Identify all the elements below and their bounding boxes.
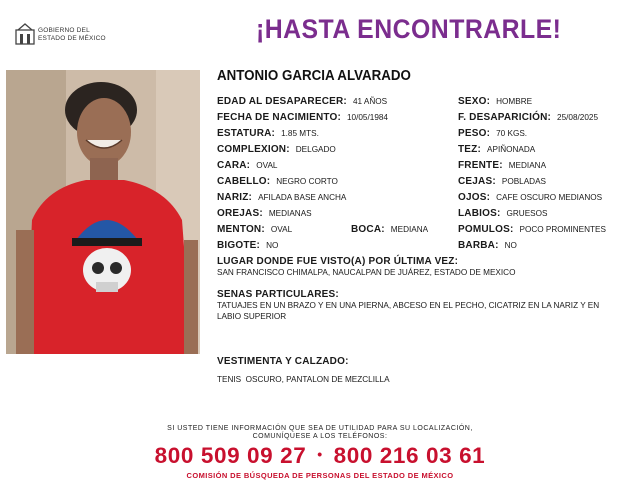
- edad-value: 41 AÑOS: [352, 97, 388, 106]
- field-labios: [458, 208, 547, 219]
- last-seen-value: SAN FRANCISCO CHIMALPA, NAUCALPAN DE JUÁREZ, ESTADO DE MEXICO: [217, 268, 516, 277]
- nacimiento-label: FECHA DE NACIMIENTO:: [217, 112, 341, 123]
- frente-value: MEDIANA: [508, 161, 547, 170]
- gov-line-2: ESTADO DE MÉXICO: [38, 34, 106, 42]
- missing-person-photo: [6, 70, 200, 354]
- ojos-value: CAFE OSCURO MEDIANOS: [496, 193, 603, 202]
- field-barba: [458, 240, 517, 251]
- field-orejas: [217, 208, 312, 219]
- field-frente: [458, 160, 546, 171]
- field-ojos: [458, 192, 602, 203]
- sexo-label: SEXO:: [458, 96, 491, 107]
- marks-label: SENAS PARTICULARES:: [217, 289, 339, 300]
- barba-value: NO: [504, 241, 517, 250]
- clothing-label: VESTIMENTA Y CALZADO:: [217, 356, 349, 367]
- edad-label: EDAD AL DESAPARECER:: [217, 96, 347, 107]
- gov-line-1: GOBIERNO DEL: [38, 27, 90, 34]
- orejas-label: OREJAS:: [217, 208, 263, 219]
- tez-value: APIÑONADA: [487, 145, 536, 154]
- bigote-label: BIGOTE:: [217, 240, 261, 251]
- labios-label: LABIOS:: [458, 208, 501, 219]
- field-menton: [217, 224, 292, 235]
- field-tez: [458, 144, 535, 155]
- field-complexion: [217, 144, 336, 155]
- nacimiento-value: 10/05/1984: [347, 113, 388, 122]
- frente-label: FRENTE:: [458, 160, 503, 171]
- menton-label: MENTON:: [217, 224, 265, 235]
- tez-label: TEZ:: [458, 144, 482, 155]
- bigote-value: NO: [266, 241, 279, 250]
- cara-label: CARA:: [217, 160, 251, 171]
- clothing-value: TENIS OSCURO, PANTALON DE MEZCLILLA: [217, 375, 390, 384]
- phone-2[interactable]: 800 216 03 61: [333, 443, 486, 468]
- phone-numbers: [0, 443, 640, 469]
- barba-label: BARBA:: [458, 240, 499, 251]
- peso-label: PESO:: [458, 128, 491, 139]
- field-cabello: [217, 176, 338, 187]
- field-peso: [458, 128, 527, 139]
- sexo-value: HOMBRE: [496, 97, 533, 106]
- field-estatura: [217, 128, 319, 139]
- orejas-value: MEDIANAS: [268, 209, 312, 218]
- headline: ¡HASTA ENCONTRARLE!: [256, 14, 562, 44]
- pomulos-label: POMULOS:: [458, 224, 514, 235]
- contact-note-line-2: COMUNÍQUESE A LOS TELÉFONOS:: [252, 433, 388, 440]
- contact-note-line-1: SI USTED TIENE INFORMACIÓN QUE SEA DE UTILIDAD PARA SU LOCALIZACIÓN,: [167, 425, 473, 432]
- field-nariz: [217, 192, 346, 203]
- field-boca: [351, 224, 428, 235]
- cara-value: OVAL: [256, 161, 278, 170]
- boca-value: MEDIANA: [390, 225, 429, 234]
- estatura-value: 1.85 MTS.: [281, 129, 319, 138]
- menton-value: OVAL: [270, 225, 293, 234]
- field-edad: [217, 96, 387, 107]
- complexion-label: COMPLEXION:: [217, 144, 290, 155]
- desaparicion-label: F. DESAPARICIÓN:: [458, 112, 552, 123]
- estatura-label: ESTATURA:: [217, 128, 276, 139]
- cejas-value: POBLADAS: [501, 177, 547, 186]
- marks-value: TATUAJES EN UN BRAZO Y EN UNA PIERNA, ABCESO EN EL PECHO, CICATRIZ EN LA NARIZ Y EN LABIO SUPERIOR: [217, 301, 600, 321]
- nariz-value: AFILADA BASE ANCHA: [258, 193, 347, 202]
- commission-name: COMISIÓN DE BÚSQUEDA DE PERSONAS DEL ESTADO DE MÉXICO: [186, 471, 454, 480]
- phone-1[interactable]: 800 509 09 27: [154, 443, 307, 468]
- contact-note: [0, 425, 640, 441]
- field-bigote: [217, 240, 278, 251]
- ojos-label: OJOS:: [458, 192, 491, 203]
- cabello-value: NEGRO CORTO: [276, 177, 338, 186]
- desaparicion-value: 25/08/2025: [557, 113, 599, 122]
- nariz-label: NARIZ:: [217, 192, 253, 203]
- field-desaparicion: [458, 112, 598, 123]
- peso-value: 70 KGS.: [496, 129, 528, 138]
- field-sexo: [458, 96, 532, 107]
- cejas-label: CEJAS:: [458, 176, 496, 187]
- phone-separator: •: [317, 446, 323, 462]
- labios-value: GRUESOS: [506, 209, 548, 218]
- field-nacimiento: [217, 112, 388, 123]
- cabello-label: CABELLO:: [217, 176, 271, 187]
- boca-label: BOCA:: [351, 224, 385, 235]
- field-pomulos: [458, 224, 606, 235]
- field-cejas: [458, 176, 546, 187]
- state-seal-icon: [14, 22, 36, 46]
- complexion-value: DELGADO: [295, 145, 336, 154]
- last-seen-label: LUGAR DONDE FUE VISTO(A) POR ÚLTIMA VEZ:: [217, 256, 459, 267]
- person-name: ANTONIO GARCIA ALVARADO: [217, 68, 411, 84]
- government-logo-text: [38, 27, 106, 42]
- pomulos-value: POCO PROMINENTES: [519, 225, 606, 234]
- field-cara: [217, 160, 277, 171]
